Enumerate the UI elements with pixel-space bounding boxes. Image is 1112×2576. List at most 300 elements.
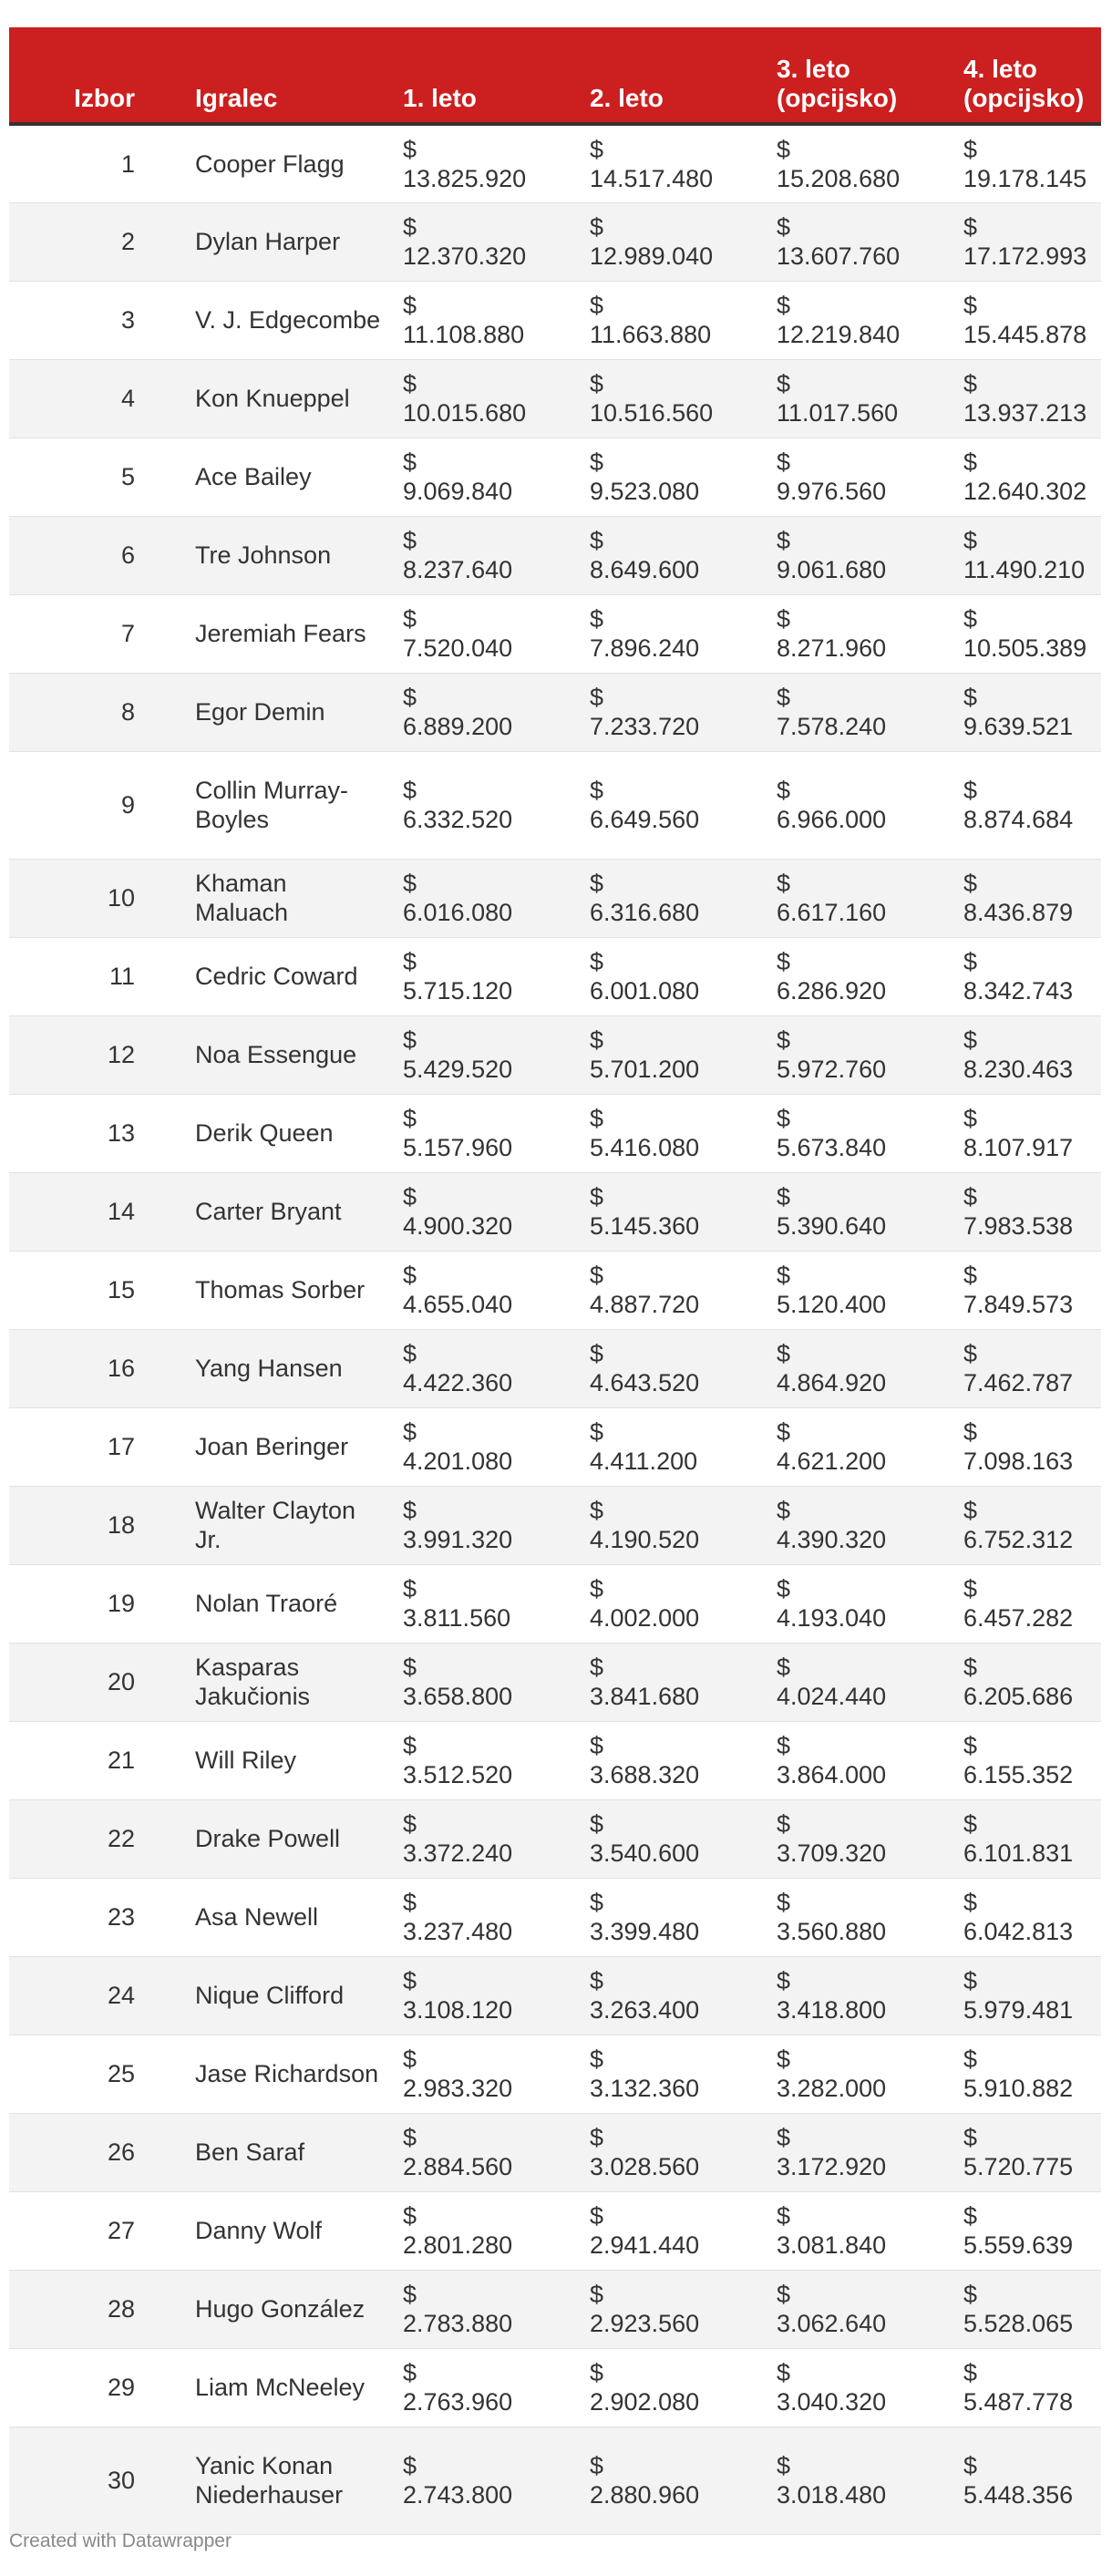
pick-cell: 23 [9, 1878, 182, 1956]
salary-value: 3.040.320 [777, 2388, 887, 2416]
currency-symbol: $ [963, 1183, 978, 1211]
salary-cell-y2 [579, 1486, 766, 1564]
currency-symbol: $ [777, 1810, 791, 1838]
table-row [9, 859, 1101, 937]
salary-cell-y4 [952, 673, 1101, 751]
salary-value: 5.487.778 [963, 2388, 1074, 2416]
player-cell: Danny Wolf [182, 2191, 392, 2270]
salary-cell-y2 [579, 1878, 766, 1956]
pick-cell: 11 [9, 937, 182, 1015]
currency-symbol: $ [403, 135, 417, 163]
salary-cell-y1 [392, 2348, 579, 2427]
pick-cell: 19 [9, 1564, 182, 1643]
salary-cell-y3 [766, 1094, 952, 1172]
header-year2[interactable]: 2. leto [579, 27, 766, 124]
pick-cell: 1 [9, 124, 182, 202]
pick-cell: 30 [9, 2427, 182, 2534]
salary-value: 7.462.787 [963, 1369, 1074, 1396]
currency-symbol: $ [777, 1026, 791, 1054]
currency-symbol: $ [963, 870, 978, 897]
currency-symbol: $ [777, 2281, 791, 2308]
currency-symbol: $ [777, 2452, 791, 2479]
currency-symbol: $ [403, 2202, 417, 2230]
currency-symbol: $ [403, 2045, 417, 2073]
currency-symbol: $ [590, 1418, 604, 1446]
salary-value: 5.416.080 [590, 1134, 700, 1161]
currency-symbol: $ [777, 1889, 791, 1916]
table-row [9, 937, 1101, 1015]
currency-symbol: $ [963, 777, 978, 804]
rookie-scale-table [9, 27, 1101, 2535]
table-row [9, 1878, 1101, 1956]
pick-cell: 28 [9, 2270, 182, 2348]
currency-symbol: $ [403, 684, 417, 711]
currency-symbol: $ [590, 2452, 604, 2479]
salary-cell-y4 [952, 1721, 1101, 1799]
currency-symbol: $ [403, 2281, 417, 2308]
salary-cell-y4 [952, 2270, 1101, 2348]
salary-cell-y1 [392, 2113, 579, 2191]
salary-value: 3.282.000 [777, 2075, 887, 2102]
currency-symbol: $ [590, 448, 604, 476]
currency-symbol: $ [590, 135, 604, 163]
currency-symbol: $ [403, 213, 417, 241]
salary-cell-y3 [766, 937, 952, 1015]
currency-symbol: $ [590, 2202, 604, 2230]
currency-symbol: $ [777, 1262, 791, 1289]
salary-value: 3.263.400 [590, 1996, 700, 2024]
currency-symbol: $ [590, 1810, 604, 1838]
salary-cell-y3 [766, 359, 952, 438]
salary-value: 3.399.480 [590, 1918, 700, 1945]
salary-cell-y2 [579, 937, 766, 1015]
currency-symbol: $ [590, 370, 604, 397]
currency-symbol: $ [963, 1497, 978, 1524]
salary-value: 6.316.680 [590, 899, 700, 926]
salary-value: 6.286.920 [777, 977, 887, 1005]
contract-table-container [9, 27, 1101, 2535]
currency-symbol: $ [963, 1418, 978, 1446]
salary-value: 9.069.840 [403, 478, 513, 505]
salary-value: 8.649.600 [590, 556, 700, 583]
salary-value: 4.201.080 [403, 1448, 513, 1475]
salary-value: 4.024.440 [777, 1683, 887, 1710]
salary-value: 4.390.320 [777, 1526, 887, 1553]
currency-symbol: $ [403, 777, 417, 804]
currency-symbol: $ [590, 292, 604, 319]
salary-cell-y2 [579, 2191, 766, 2270]
pick-cell: 27 [9, 2191, 182, 2270]
salary-cell-y1 [392, 2035, 579, 2113]
currency-symbol: $ [403, 370, 417, 397]
currency-symbol: $ [777, 948, 791, 975]
currency-symbol: $ [403, 1732, 417, 1759]
pick-cell: 6 [9, 516, 182, 594]
salary-value: 2.884.560 [403, 2153, 513, 2180]
salary-value: 6.001.080 [590, 977, 700, 1005]
player-cell: Nique Clifford [182, 1956, 392, 2035]
salary-cell-y1 [392, 124, 579, 202]
table-row [9, 2270, 1101, 2348]
salary-value: 13.825.920 [403, 164, 527, 192]
salary-value: 3.237.480 [403, 1918, 513, 1945]
player-cell: Carter Bryant [182, 1172, 392, 1251]
currency-symbol: $ [963, 527, 978, 554]
table-row [9, 673, 1101, 751]
salary-value: 10.505.389 [963, 634, 1087, 662]
table-row [9, 1251, 1101, 1329]
table-row [9, 2113, 1101, 2191]
currency-symbol: $ [777, 135, 791, 163]
salary-value: 5.910.882 [963, 2075, 1074, 2102]
salary-value: 2.763.960 [403, 2388, 513, 2416]
salary-value: 7.578.240 [777, 713, 887, 740]
currency-symbol: $ [590, 605, 604, 633]
table-row [9, 1564, 1101, 1643]
pick-cell: 13 [9, 1094, 182, 1172]
pick-cell: 2 [9, 202, 182, 281]
salary-cell-y3 [766, 2191, 952, 2270]
currency-symbol: $ [590, 1967, 604, 1994]
pick-cell: 12 [9, 1015, 182, 1094]
currency-symbol: $ [963, 1732, 978, 1759]
salary-value: 7.098.163 [963, 1448, 1074, 1475]
currency-symbol: $ [590, 684, 604, 711]
currency-symbol: $ [590, 1105, 604, 1132]
currency-symbol: $ [590, 1026, 604, 1054]
pick-cell: 5 [9, 438, 182, 516]
salary-cell-y4 [952, 1407, 1101, 1486]
salary-value: 13.607.760 [777, 242, 901, 270]
table-row [9, 202, 1101, 281]
salary-value: 17.172.993 [963, 242, 1087, 270]
table-row [9, 1486, 1101, 1564]
salary-cell-y4 [952, 1799, 1101, 1878]
salary-value: 6.889.200 [403, 713, 513, 740]
salary-value: 9.639.521 [963, 713, 1074, 740]
salary-value: 5.972.760 [777, 1056, 887, 1083]
currency-symbol: $ [403, 2359, 417, 2386]
salary-cell-y4 [952, 359, 1101, 438]
salary-cell-y2 [579, 1172, 766, 1251]
salary-cell-y2 [579, 359, 766, 438]
currency-symbol: $ [963, 2452, 978, 2479]
salary-cell-y4 [952, 1486, 1101, 1564]
salary-cell-y1 [392, 859, 579, 937]
currency-symbol: $ [590, 870, 604, 897]
salary-cell-y2 [579, 594, 766, 673]
currency-symbol: $ [590, 213, 604, 241]
salary-value: 3.841.680 [590, 1683, 700, 1710]
salary-cell-y4 [952, 2348, 1101, 2427]
salary-cell-y3 [766, 438, 952, 516]
salary-cell-y2 [579, 1564, 766, 1643]
salary-value: 6.016.080 [403, 899, 513, 926]
salary-value: 3.172.920 [777, 2153, 887, 2180]
currency-symbol: $ [777, 1497, 791, 1524]
salary-value: 8.230.463 [963, 1056, 1074, 1083]
salary-cell-y1 [392, 2270, 579, 2348]
table-row [9, 1329, 1101, 1407]
salary-value: 6.155.352 [963, 1761, 1074, 1788]
salary-value: 2.880.960 [590, 2481, 700, 2509]
table-row [9, 1015, 1101, 1094]
header-year1[interactable]: 1. leto [392, 27, 579, 124]
currency-symbol: $ [777, 1575, 791, 1602]
salary-cell-y2 [579, 1015, 766, 1094]
salary-cell-y1 [392, 1172, 579, 1251]
salary-cell-y4 [952, 2113, 1101, 2191]
salary-cell-y2 [579, 516, 766, 594]
salary-cell-y1 [392, 673, 579, 751]
salary-value: 4.002.000 [590, 1604, 700, 1632]
currency-symbol: $ [403, 1026, 417, 1054]
currency-symbol: $ [777, 777, 791, 804]
datawrapper-credit[interactable]: Created with Datawrapper [9, 2530, 232, 2551]
salary-cell-y1 [392, 1094, 579, 1172]
player-cell: Cedric Coward [182, 937, 392, 1015]
salary-value: 9.061.680 [777, 556, 887, 583]
table-row [9, 594, 1101, 673]
salary-value: 7.983.538 [963, 1212, 1074, 1240]
currency-symbol: $ [777, 292, 791, 319]
salary-value: 3.709.320 [777, 1839, 887, 1867]
currency-symbol: $ [403, 1340, 417, 1367]
salary-cell-y1 [392, 1329, 579, 1407]
salary-cell-y1 [392, 1486, 579, 1564]
salary-value: 7.520.040 [403, 634, 513, 662]
salary-value: 3.132.360 [590, 2075, 700, 2102]
salary-cell-y1 [392, 1643, 579, 1721]
currency-symbol: $ [777, 870, 791, 897]
pick-cell: 25 [9, 2035, 182, 2113]
currency-symbol: $ [403, 1497, 417, 1524]
table-row [9, 1721, 1101, 1799]
currency-symbol: $ [963, 948, 978, 975]
salary-value: 11.663.880 [590, 321, 712, 348]
currency-symbol: $ [777, 1340, 791, 1367]
salary-value: 8.874.684 [963, 806, 1074, 833]
pick-cell: 18 [9, 1486, 182, 1564]
salary-cell-y3 [766, 1721, 952, 1799]
currency-symbol: $ [590, 1575, 604, 1602]
header-player[interactable]: Igralec [182, 27, 392, 124]
salary-value: 2.801.280 [403, 2231, 513, 2259]
salary-value: 12.370.320 [403, 242, 527, 270]
salary-cell-y4 [952, 1251, 1101, 1329]
currency-symbol: $ [963, 1026, 978, 1054]
salary-cell-y2 [579, 2113, 766, 2191]
salary-value: 7.896.240 [590, 634, 700, 662]
pick-cell: 26 [9, 2113, 182, 2191]
salary-value: 15.208.680 [777, 164, 901, 192]
header-year4-label: 4. leto [963, 55, 1037, 83]
header-year4-note: (opcijsko) [963, 84, 1085, 112]
table-row [9, 1643, 1101, 1721]
currency-symbol: $ [963, 605, 978, 633]
salary-value: 2.743.800 [403, 2481, 513, 2509]
salary-cell-y4 [952, 202, 1101, 281]
salary-value: 9.976.560 [777, 478, 887, 505]
header-year3-label: 3. leto [777, 55, 850, 83]
currency-symbol: $ [590, 2359, 604, 2386]
salary-cell-y2 [579, 124, 766, 202]
salary-value: 4.411.200 [590, 1448, 698, 1475]
currency-symbol: $ [963, 2045, 978, 2073]
salary-cell-y3 [766, 516, 952, 594]
salary-value: 3.081.840 [777, 2231, 887, 2259]
salary-value: 5.701.200 [590, 1056, 700, 1083]
salary-value: 11.490.210 [963, 556, 1086, 583]
salary-cell-y2 [579, 1094, 766, 1172]
table-row [9, 1407, 1101, 1486]
salary-value: 6.649.560 [590, 806, 700, 833]
currency-symbol: $ [777, 1654, 791, 1681]
table-body [9, 124, 1101, 2534]
salary-cell-y4 [952, 751, 1101, 859]
salary-value: 8.342.743 [963, 977, 1074, 1005]
table-row [9, 751, 1101, 859]
table-row [9, 1172, 1101, 1251]
currency-symbol: $ [403, 1889, 417, 1916]
salary-cell-y3 [766, 594, 952, 673]
salary-cell-y1 [392, 2191, 579, 2270]
currency-symbol: $ [963, 1967, 978, 1994]
currency-symbol: $ [403, 870, 417, 897]
header-year3[interactable] [766, 27, 952, 124]
salary-value: 4.422.360 [403, 1369, 513, 1396]
salary-value: 5.157.960 [403, 1134, 513, 1161]
salary-value: 6.457.282 [963, 1604, 1074, 1632]
currency-symbol: $ [590, 1654, 604, 1681]
pick-cell: 14 [9, 1172, 182, 1251]
currency-symbol: $ [963, 1340, 978, 1367]
pick-cell: 29 [9, 2348, 182, 2427]
currency-symbol: $ [777, 684, 791, 711]
salary-value: 3.372.240 [403, 1839, 513, 1867]
salary-cell-y3 [766, 2270, 952, 2348]
currency-symbol: $ [403, 2124, 417, 2151]
player-cell: Kon Knueppel [182, 359, 392, 438]
salary-value: 3.018.480 [777, 2481, 887, 2509]
salary-cell-y1 [392, 1799, 579, 1878]
currency-symbol: $ [590, 948, 604, 975]
currency-symbol: $ [963, 213, 978, 241]
salary-value: 2.923.560 [590, 2310, 700, 2337]
salary-cell-y1 [392, 516, 579, 594]
salary-cell-y3 [766, 281, 952, 359]
salary-cell-y2 [579, 859, 766, 937]
salary-value: 5.720.775 [963, 2153, 1074, 2180]
salary-value: 3.062.640 [777, 2310, 887, 2337]
pick-cell: 9 [9, 751, 182, 859]
table-row [9, 124, 1101, 202]
player-cell: Ben Saraf [182, 2113, 392, 2191]
salary-cell-y2 [579, 1329, 766, 1407]
salary-cell-y2 [579, 1251, 766, 1329]
header-year3-note: (opcijsko) [777, 84, 898, 112]
salary-cell-y1 [392, 281, 579, 359]
player-cell: V. J. Edgecombe [182, 281, 392, 359]
pick-cell: 16 [9, 1329, 182, 1407]
salary-cell-y3 [766, 2427, 952, 2534]
currency-symbol: $ [963, 1262, 978, 1289]
table-header [9, 27, 1101, 124]
currency-symbol: $ [590, 1732, 604, 1759]
salary-cell-y3 [766, 1251, 952, 1329]
salary-cell-y2 [579, 2427, 766, 2534]
player-cell: Jeremiah Fears [182, 594, 392, 673]
salary-value: 3.540.600 [590, 1839, 700, 1867]
salary-cell-y4 [952, 859, 1101, 937]
salary-value: 5.429.520 [403, 1056, 513, 1083]
salary-cell-y1 [392, 751, 579, 859]
salary-cell-y3 [766, 2348, 952, 2427]
salary-value: 3.811.560 [403, 1604, 511, 1632]
currency-symbol: $ [963, 292, 978, 319]
currency-symbol: $ [403, 1105, 417, 1132]
salary-value: 11.108.880 [403, 321, 525, 348]
header-year4[interactable] [952, 27, 1101, 124]
pick-cell: 22 [9, 1799, 182, 1878]
salary-value: 8.237.640 [403, 556, 513, 583]
player-cell: Khaman Maluach [182, 859, 392, 937]
salary-value: 3.108.120 [403, 1996, 513, 2024]
salary-value: 10.015.680 [403, 399, 527, 427]
salary-cell-y1 [392, 1564, 579, 1643]
salary-value: 3.512.520 [403, 1761, 513, 1788]
salary-cell-y3 [766, 1956, 952, 2035]
currency-symbol: $ [590, 1889, 604, 1916]
salary-value: 5.528.065 [963, 2310, 1074, 2337]
player-cell: Will Riley [182, 1721, 392, 1799]
currency-symbol: $ [590, 2124, 604, 2151]
currency-symbol: $ [777, 2359, 791, 2386]
salary-cell-y2 [579, 2270, 766, 2348]
salary-cell-y1 [392, 937, 579, 1015]
header-pick[interactable]: Izbor [9, 27, 182, 124]
currency-symbol: $ [403, 1575, 417, 1602]
currency-symbol: $ [403, 1654, 417, 1681]
salary-cell-y3 [766, 859, 952, 937]
currency-symbol: $ [777, 1732, 791, 1759]
salary-cell-y2 [579, 1407, 766, 1486]
pick-cell: 20 [9, 1643, 182, 1721]
currency-symbol: $ [403, 292, 417, 319]
salary-cell-y4 [952, 1643, 1101, 1721]
salary-value: 8.436.879 [963, 899, 1074, 926]
salary-value: 7.233.720 [590, 713, 700, 740]
salary-cell-y3 [766, 2113, 952, 2191]
player-cell: Yanic Konan Niederhauser [182, 2427, 392, 2534]
player-cell: Thomas Sorber [182, 1251, 392, 1329]
currency-symbol: $ [403, 1810, 417, 1838]
salary-value: 4.621.200 [777, 1448, 887, 1475]
salary-value: 2.941.440 [590, 2231, 700, 2259]
salary-cell-y4 [952, 1878, 1101, 1956]
salary-cell-y3 [766, 1015, 952, 1094]
salary-value: 15.445.878 [963, 321, 1087, 348]
currency-symbol: $ [777, 1418, 791, 1446]
salary-value: 6.101.831 [963, 1839, 1074, 1867]
salary-cell-y3 [766, 1878, 952, 1956]
salary-cell-y4 [952, 2191, 1101, 2270]
player-cell: Noa Essengue [182, 1015, 392, 1094]
table-row [9, 1956, 1101, 2035]
currency-symbol: $ [777, 448, 791, 476]
table-row [9, 359, 1101, 438]
salary-cell-y1 [392, 1721, 579, 1799]
